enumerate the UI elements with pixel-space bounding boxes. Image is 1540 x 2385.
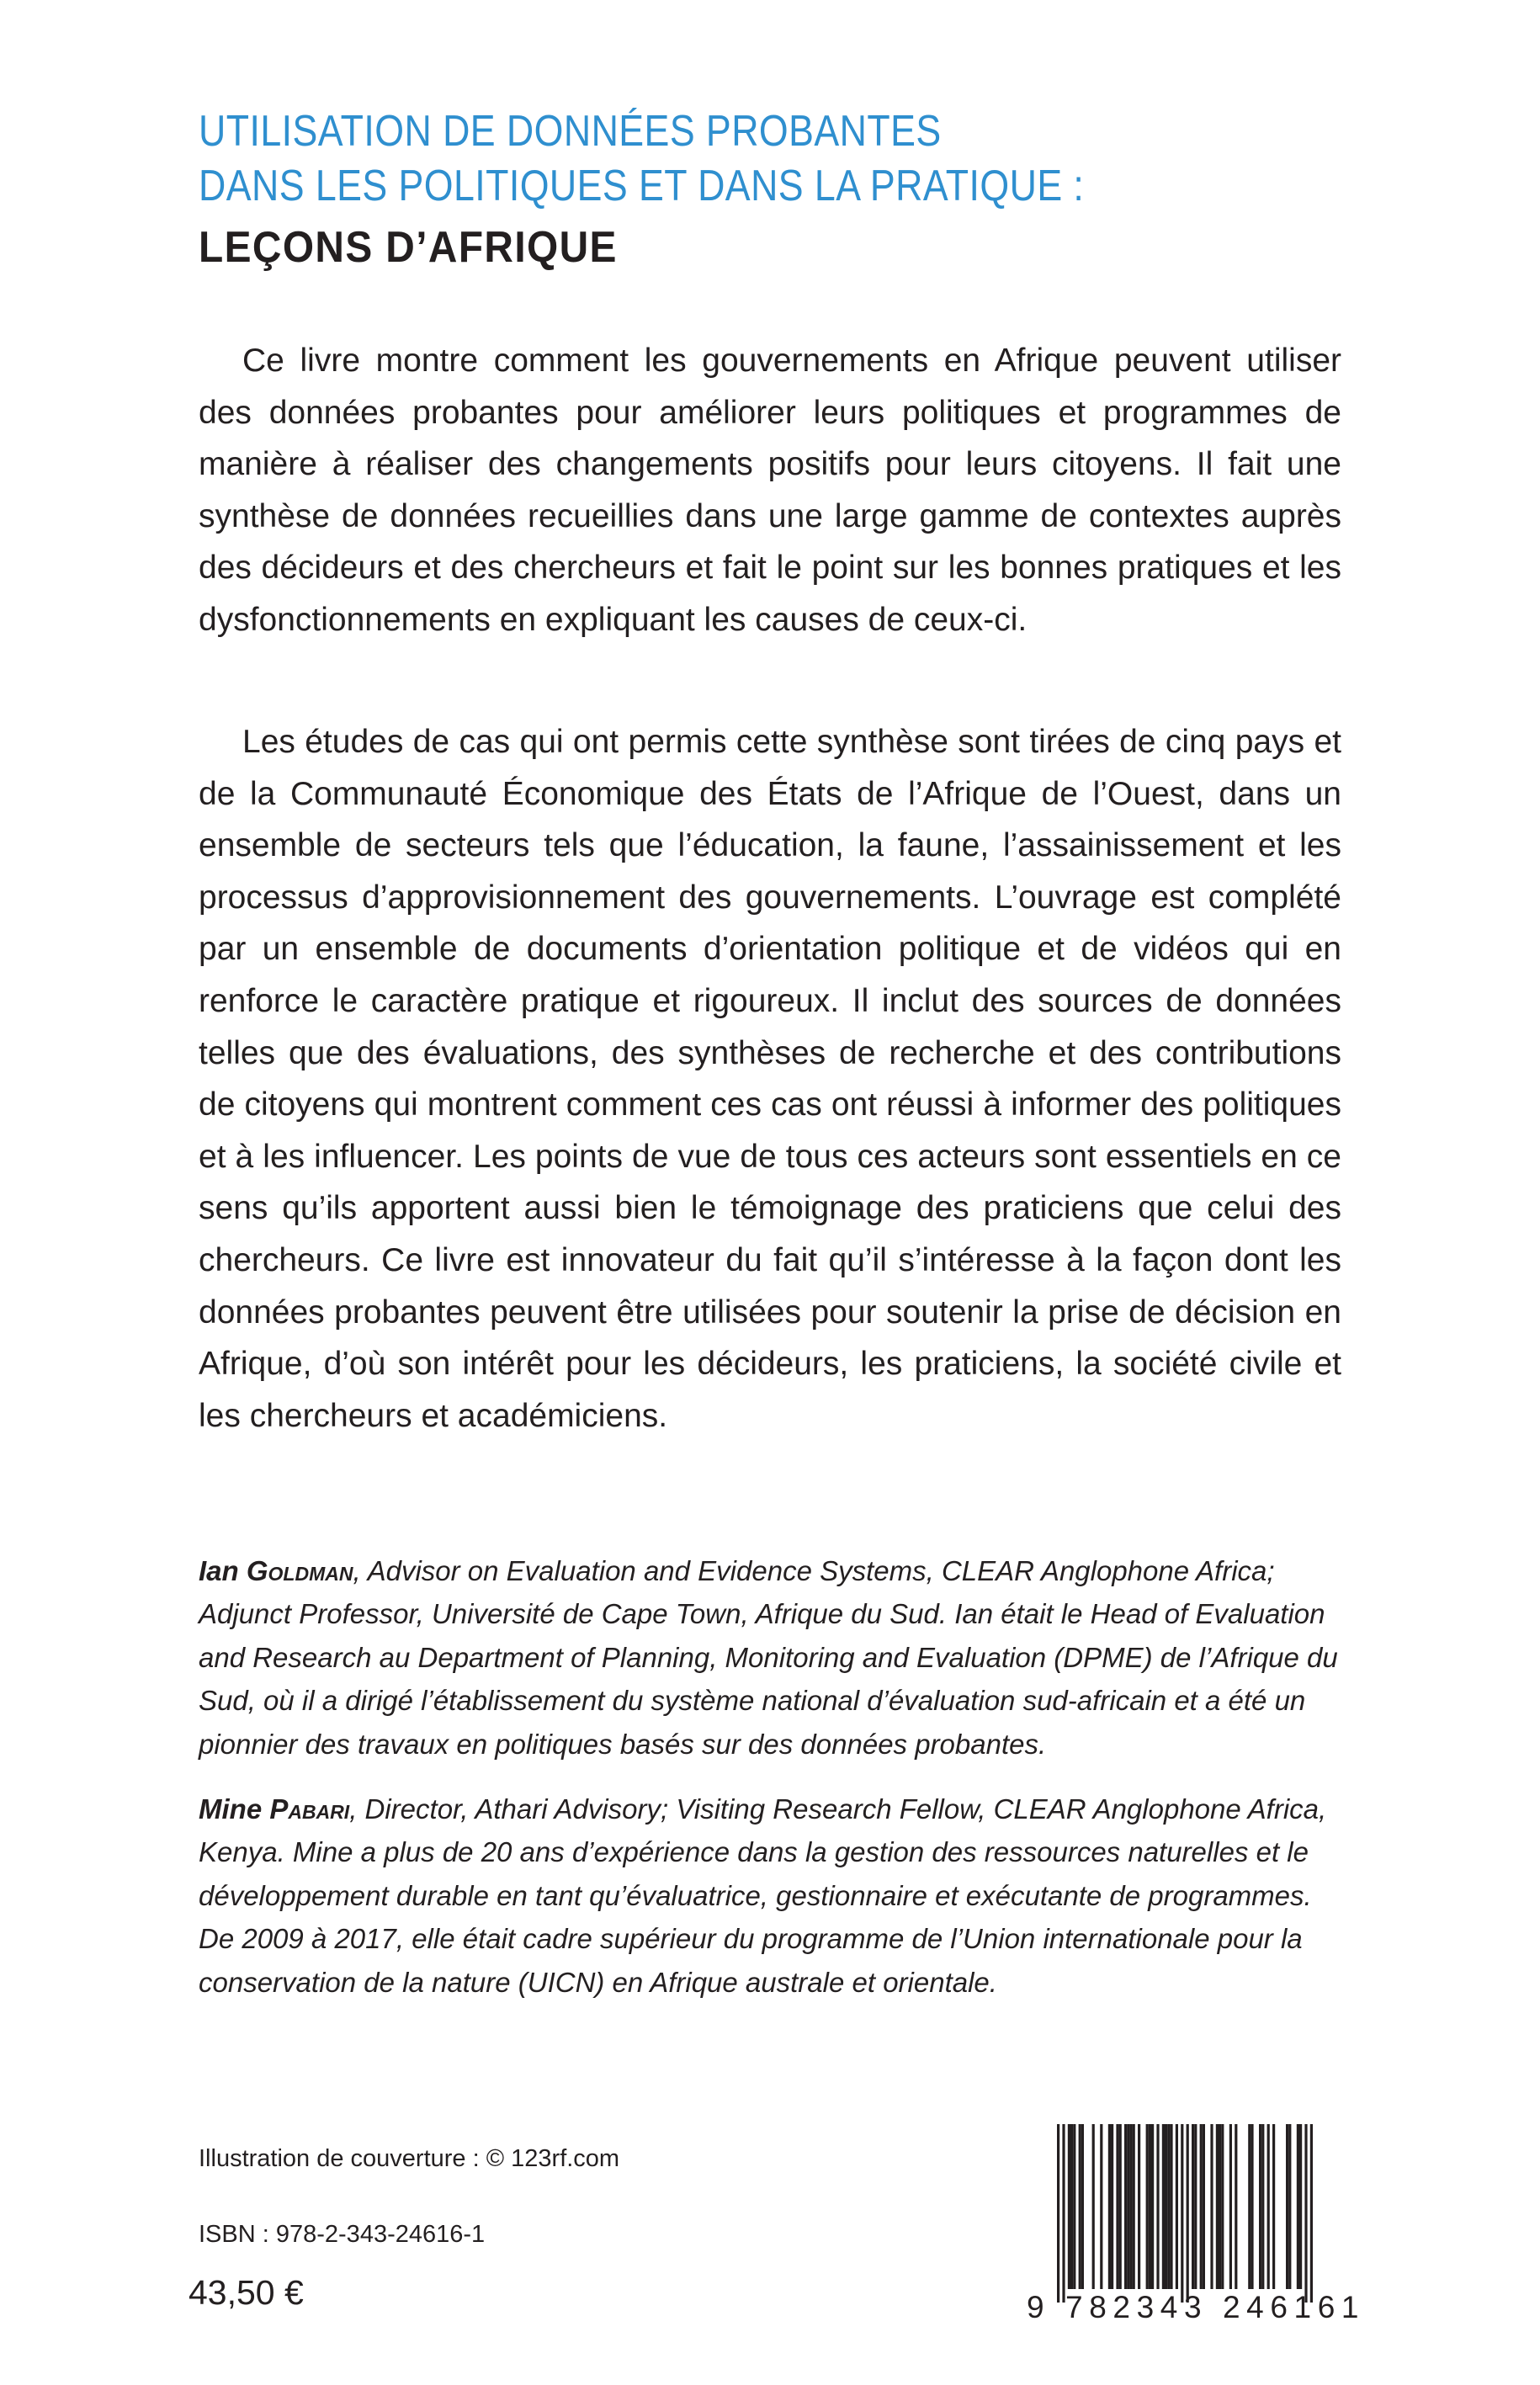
author-name-goldman: Ian Goldman — [199, 1555, 353, 1586]
barcode-bar — [1216, 2124, 1219, 2289]
barcode-bar — [1181, 2124, 1183, 2303]
barcode-bar — [1259, 2124, 1261, 2289]
barcode-bar — [1146, 2124, 1149, 2289]
barcode-bar — [1108, 2124, 1111, 2289]
barcode-bar — [1111, 2124, 1113, 2289]
barcode-bar — [1170, 2124, 1172, 2289]
barcode-bar — [1299, 2124, 1302, 2289]
body-paragraph-2: Les études de cas qui ont permis cette synthèse sont tirées de cinq pays et de la Communauté Économique des États de l’Afrique de l’Ouest, dans un ensemble de secteurs tels que l’éducation, la faune, l’assainissement et les processus d’approvisionnement des gouvernements. L’ouvrage est complété par un ensemble de documents d’orientation politique et de vidéos qui en renforce le caractère pratique et rigoureux. Il inclut des sources de données telles que des évaluations, des synthèses de recherche et des contributions de citoyens qui montrent comment ces cas ont réussi à informer des politiques et à les influencer. Les points de vue de tous ces acteurs sont essentiels en ce sens qu’ils apportent aussi bien le témoignage des praticiens que celui des chercheurs. Ce livre est innovateur du fait qu’il s’intéresse à la façon dont les données probantes peuvent être utilisées pour soutenir la prise de décision en Afrique, d’où son intérêt pour les décideurs, les praticiens, la société civile et les chercheurs et académiciens. — [199, 724, 1341, 1434]
barcode-bar — [1062, 2124, 1065, 2303]
barcode-bar — [1288, 2124, 1291, 2289]
barcode-bar — [1079, 2124, 1081, 2289]
barcode-bar — [1176, 2124, 1178, 2289]
author-bio-pabari: Mine Pabari, Director, Athari Advisory; Visiting Research Fellow, CLEAR Anglophone Africa, Kenya. Mine a plus de 20 ans d’expérience dans la gestion des ressources naturelles et le développement durable en tant qu’évaluatrice, gestionnaire et exécutante de programmes. De 2009 à 2017, elle était cadre supérieur du programme de l’Union internationale pour la conservation de la nature (UICN) en Afrique australe et orientale. — [199, 1793, 1327, 1998]
barcode-bar — [1138, 2124, 1140, 2289]
barcode-digits: 9 782343 246161 — [1027, 2290, 1366, 2324]
barcode-bar — [1267, 2124, 1270, 2289]
barcode-bar — [1261, 2124, 1264, 2289]
isbn-text: ISBN : 978-2-343-24616-1 — [199, 2221, 486, 2248]
barcode-bar — [1272, 2124, 1275, 2289]
barcode-bar — [1119, 2124, 1122, 2289]
barcode-bar — [1251, 2124, 1253, 2289]
barcode-bar — [1167, 2124, 1170, 2289]
barcode-bar — [1304, 2124, 1307, 2303]
barcode-bar — [1229, 2124, 1232, 2289]
barcode-bar — [1187, 2124, 1189, 2303]
barcode-bar — [1092, 2124, 1095, 2289]
barcode-bar — [1068, 2124, 1070, 2289]
barcode-bar — [1221, 2124, 1224, 2289]
barcode-bar — [1165, 2124, 1167, 2289]
barcode-bar — [1127, 2124, 1129, 2289]
barcode-bar — [1156, 2124, 1159, 2289]
barcode-bar — [1070, 2124, 1073, 2289]
barcode-bar — [1162, 2124, 1165, 2289]
body-paragraph-1: Ce livre montre comment les gouvernements en Afrique peuvent utiliser des données probantes pour améliorer leurs politiques et programmes de manière à réaliser des changements positifs pour leurs citoyens. Il fait une synthèse de données recueillies dans une large gamme de contextes auprès des décideurs et des chercheurs et fait le point sur les bonnes pratiques et les dysfonctionnements en expliquant les causes de ceux-ci. — [199, 343, 1341, 638]
barcode-bar — [1081, 2124, 1084, 2289]
cover-illustration-credit: Illustration de couverture : © 123rf.com — [199, 2145, 620, 2172]
barcode-bar — [1248, 2124, 1251, 2289]
author-name-pabari: Mine Pabari — [199, 1793, 350, 1825]
title-line-2: DANS LES POLITIQUES ET DANS LA PRATIQUE : — [199, 162, 1085, 210]
barcode-bar — [1192, 2124, 1194, 2289]
barcode-bar — [1210, 2124, 1213, 2289]
isbn-barcode — [1027, 2124, 1366, 2326]
barcode-bar — [1124, 2124, 1127, 2289]
barcode-bar — [1310, 2124, 1313, 2303]
barcode-bar — [1286, 2124, 1288, 2289]
barcode-bar — [1200, 2124, 1203, 2289]
author-bio-goldman: Ian Goldman, Advisor on Evaluation and Evidence Systems, CLEAR Anglophone Africa; Adjunct Professor, Université de Cape Town, Afrique du Sud. Ian était le Head of Evaluation and Research au Department of Planning, Monitoring and Evaluation (DPME) de l’Afrique du Sud, où il a dirigé l’établissement du système national d’évaluation sud-africain et a été un pionnier des travaux en politiques basés sur des données probantes. — [199, 1555, 1338, 1760]
barcode-bar — [1297, 2124, 1299, 2289]
price: 43,50 € — [189, 2273, 304, 2312]
barcode-bar — [1194, 2124, 1197, 2289]
barcode-bar — [1219, 2124, 1221, 2289]
barcode-bar — [1133, 2124, 1135, 2289]
barcode-bar — [1100, 2124, 1102, 2289]
barcode-bar — [1129, 2124, 1132, 2289]
barcode-bar — [1151, 2124, 1154, 2289]
barcode-bar — [1073, 2124, 1075, 2289]
barcode-bar — [1203, 2124, 1205, 2289]
barcode-bar — [1235, 2124, 1237, 2289]
barcode-bar — [1057, 2124, 1059, 2303]
title-subtitle: LEÇONS D’AFRIQUE — [199, 223, 618, 272]
barcode-bar — [1149, 2124, 1151, 2289]
barcode-bar — [1116, 2124, 1118, 2289]
title-line-1: UTILISATION DE DONNÉES PROBANTES — [199, 107, 942, 156]
